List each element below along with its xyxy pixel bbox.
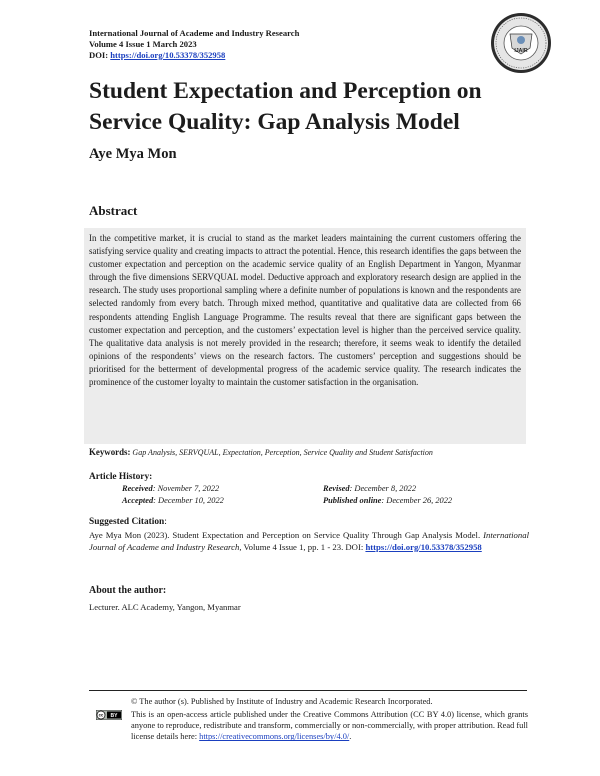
article-title: Student Expectation and Perception on Service Quality: Gap Analysis Model — [89, 78, 482, 135]
svg-text:cc: cc — [98, 712, 104, 718]
revised-date: : December 8, 2022 — [349, 484, 417, 493]
citation-heading — [89, 517, 167, 527]
keywords — [89, 447, 529, 457]
published-label: Published online — [323, 496, 382, 505]
history-revised — [323, 484, 416, 493]
doi-link[interactable]: https://doi.org/10.53378/352958 — [110, 50, 226, 60]
license-end: . — [349, 732, 352, 742]
cc-by-badge-icon — [96, 710, 122, 720]
journal-name: International Journal of Academe and Industry Research — [89, 28, 300, 38]
about-author-text: Lecturer. ALC Academy, Yangon, Myanmar — [89, 602, 241, 612]
journal-seal-logo — [490, 12, 552, 74]
keywords-text: Gap Analysis, SERVQUAL, Expectation, Perception, Service Quality and Student Satisfaction — [130, 448, 433, 457]
footer-divider — [89, 690, 527, 691]
accepted-date: : December 10, 2022 — [153, 496, 224, 505]
keywords-label: Keywords: — [89, 447, 131, 457]
citation-heading-text: Suggested Citation — [89, 517, 165, 527]
citation-text — [89, 530, 529, 553]
copyright-line: © The author (s). Published by Institute of Industry and Academic Research Incorporated. — [131, 697, 433, 706]
journal-doi — [89, 50, 299, 61]
history-received — [122, 484, 219, 493]
received-label: Received — [122, 484, 153, 493]
citation-part2: , Volume 4 Issue 1, pp. 1 - 23. DOI: — [239, 541, 366, 552]
citation-heading-colon: : — [164, 517, 167, 527]
accepted-label: Accepted — [122, 496, 154, 505]
cc-badge-text: BY — [110, 713, 118, 719]
license-text — [131, 709, 528, 743]
doi-label: DOI: — [89, 50, 111, 60]
revised-label: Revised — [323, 484, 350, 493]
about-author-heading: About the author: — [89, 585, 167, 596]
citation-journal: International Journal of Academe and Industry Research — [89, 530, 529, 552]
citation-doi-link[interactable]: https://doi.org/10.53378/352958 — [365, 541, 482, 552]
article-history-heading: Article History: — [89, 472, 153, 482]
history-published — [323, 496, 452, 505]
citation-part1: Aye Mya Mon (2023). Student Expectation and Perception on Service Quality Through Gap Analysis Model. — [89, 530, 484, 540]
abstract-heading: Abstract — [89, 203, 138, 218]
license-body: This is an open-access article published under the Creative Commons Attribution (CC BY 4.0) license, which grants anyone to reproduce, redistribute and transform, commercially or non-commercially, with proper attribution. Read full license details here: — [131, 710, 528, 742]
license-link[interactable]: https://creativecommons.org/licenses/by/4.0/ — [199, 732, 350, 742]
article-author: Aye Mya Mon — [89, 146, 177, 162]
journal-volume: Volume 4 Issue 1 March 2023 — [89, 39, 197, 49]
abstract-text: In the competitive market, it is crucial to stand as the market leaders maintaining the current customers offering the satisfying service quality and creating impacts to attract the potential. Hence, this research identifies the gaps between the customer expectation and perception on the academic service quality of an English Department in Yangon, Myanmar through the five dimensions SERVQUAL model. Deductive approach and exploratory research design are applied in the research. The study uses proportional sampling where a definite number of populations is known and the respondents are selected randomly from every batch. Through mixed method, quantitative and qualitative data are collected from 66 respondents attending English Language Programme. The results reveal that there are significant gaps between the customer expectation and perception, and the customers’ expectation level is higher than the perceived service quality. The qualitative data analysis is not merely provided in the research; therefore, it seems weak to identify the detailed opinions of the respondents’ views on the research factors. The customers’ perception and suggestions should be prioritised for the betterment of developmental progress of the academic service quality. The research indicates the prominence of the customer loyalty to maintain the customer satisfaction in the organisation. — [89, 233, 522, 388]
history-accepted — [122, 496, 224, 505]
journal-header — [89, 28, 299, 61]
published-date: : December 26, 2022 — [381, 496, 453, 505]
seal-text: IJAIR — [514, 48, 528, 54]
received-date: : November 7, 2022 — [152, 484, 220, 493]
